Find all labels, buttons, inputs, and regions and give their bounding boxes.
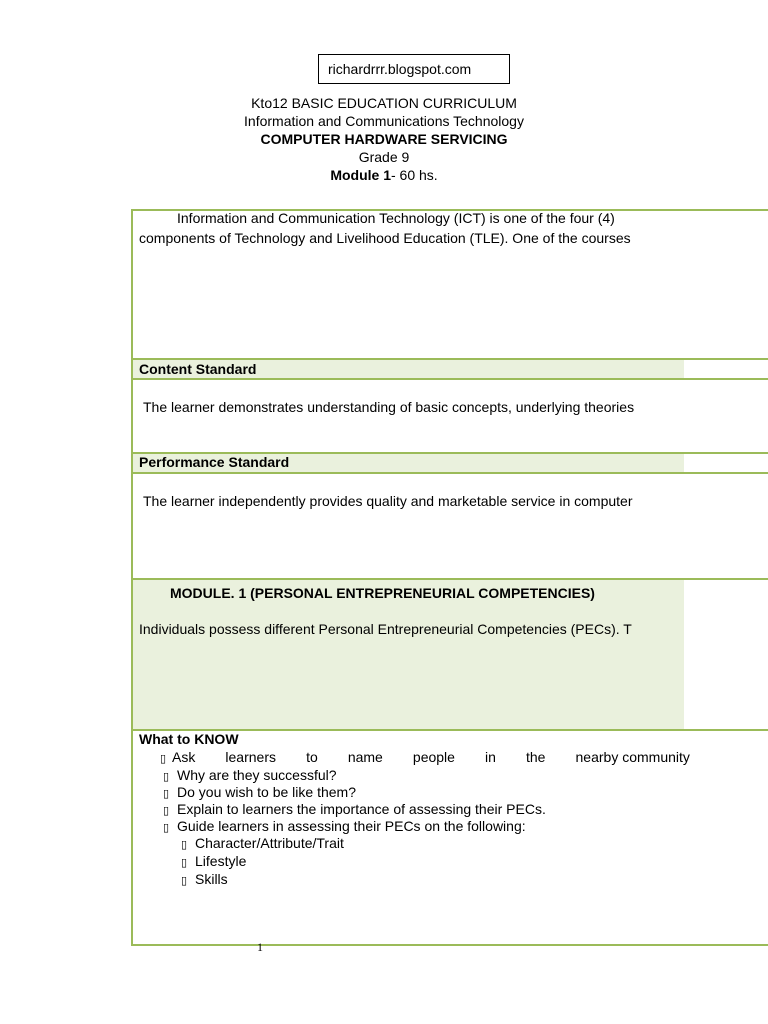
content-standard-heading: Content Standard bbox=[139, 361, 257, 377]
table-divider bbox=[131, 472, 768, 474]
what-to-know-heading: What to KNOW bbox=[139, 731, 239, 747]
intro-line-2: components of Technology and Livelihood Education (TLE). One of the courses bbox=[139, 230, 631, 246]
source-label: richardrrr.blogspot.com bbox=[318, 54, 510, 84]
list-item: ▯ Do you wish to be like them? bbox=[163, 784, 356, 800]
page-number: 1 bbox=[257, 940, 263, 954]
table-bottom-border bbox=[131, 944, 768, 946]
first-word: in bbox=[485, 749, 496, 765]
sub-list-item: ▯ Character/Attribute/Trait bbox=[181, 835, 344, 851]
bullet-icon: ▯ bbox=[181, 838, 188, 851]
list-item: ▯ Why are they successful? bbox=[163, 767, 337, 783]
module-heading: MODULE. 1 (PERSONAL ENTREPRENEURIAL COMPETENCIES) bbox=[170, 585, 595, 601]
first-word: name bbox=[347, 749, 383, 765]
first-word: the bbox=[525, 749, 546, 765]
document-header bbox=[0, 94, 768, 184]
first-word-ask: ▯ Ask bbox=[160, 749, 196, 765]
bullet-icon: ▯ bbox=[163, 804, 170, 817]
sub-list-item: ▯ Skills bbox=[181, 871, 228, 887]
subject-title: Information and Communications Technology bbox=[244, 113, 524, 129]
course-title: COMPUTER HARDWARE SERVICING bbox=[260, 131, 508, 147]
table-divider bbox=[131, 358, 768, 360]
table-divider bbox=[131, 578, 768, 580]
module-text: Individuals possess different Personal Entrepreneurial Competencies (PECs). T bbox=[139, 621, 632, 637]
bullet-icon: ▯ bbox=[181, 874, 188, 887]
first-word: to bbox=[306, 749, 318, 765]
content-standard-text: The learner demonstrates understanding of basic concepts, underlying theories bbox=[143, 399, 635, 415]
module-hours: - 60 hs. bbox=[390, 167, 438, 183]
performance-standard-heading: Performance Standard bbox=[139, 454, 290, 470]
first-word: people bbox=[412, 749, 455, 765]
list-item: ▯ Explain to learners the importance of assessing their PECs. bbox=[163, 801, 546, 817]
intro-line-1: Information and Communication Technology (ICT) is one of the four (4) bbox=[177, 210, 615, 226]
first-word: learners bbox=[225, 749, 276, 765]
module-shade bbox=[133, 580, 684, 729]
sub-list-item: ▯ Lifestyle bbox=[181, 853, 247, 869]
bullet-icon: ▯ bbox=[160, 752, 167, 765]
first-word: nearby community bbox=[575, 749, 690, 765]
curriculum-title: Kto12 BASIC EDUCATION CURRICULUM bbox=[251, 95, 517, 111]
table-divider bbox=[131, 378, 768, 380]
module-line bbox=[0, 166, 768, 184]
bullet-icon: ▯ bbox=[163, 821, 170, 834]
grade-label: Grade 9 bbox=[358, 149, 410, 165]
bullet-icon: ▯ bbox=[163, 787, 170, 800]
list-item: ▯ Guide learners in assessing their PECs on the following: bbox=[163, 818, 526, 834]
performance-standard-text: The learner independently provides quality and marketable service in computer bbox=[143, 493, 633, 509]
bullet-icon: ▯ bbox=[163, 770, 170, 783]
module-label: Module 1 bbox=[330, 167, 391, 183]
bullet-icon: ▯ bbox=[181, 856, 188, 869]
what-to-know-first-line bbox=[160, 749, 690, 767]
